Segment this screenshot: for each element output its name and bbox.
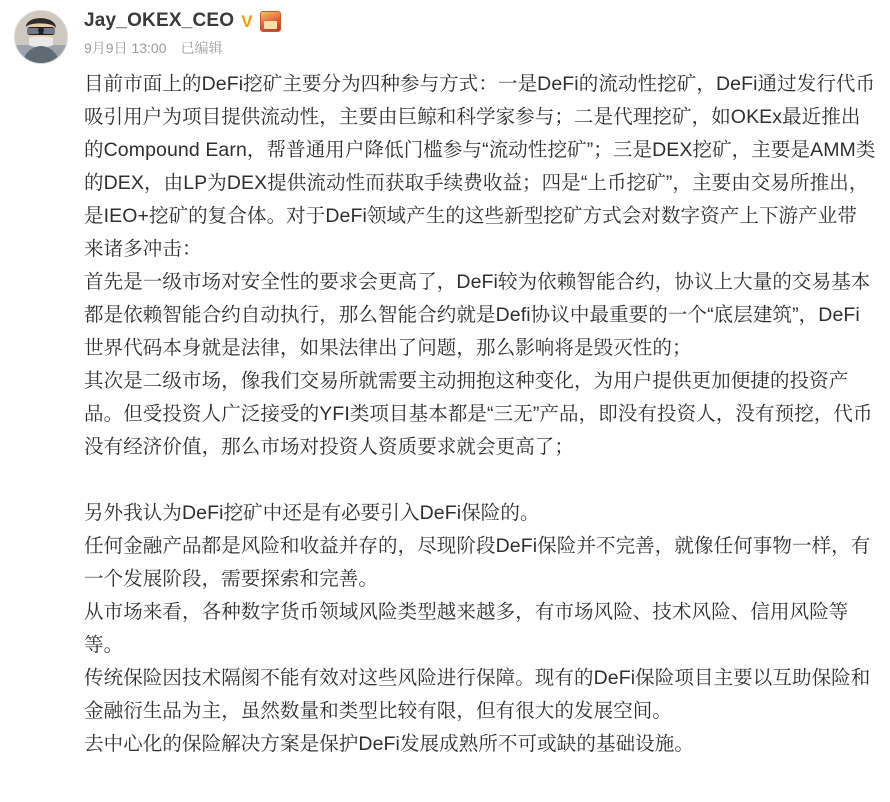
avatar-container[interactable] <box>14 8 70 64</box>
post-paragraph: 从市场来看，各种数字货币领域风险类型越来越多，有市场风险、技术风险、信用风险等等。 <box>84 601 849 656</box>
medal-badge-icon[interactable] <box>260 11 281 32</box>
post-content <box>84 68 876 761</box>
post-paragraph: 传统保险因技术隔阂不能有效对这些风险进行保障。现有的DeFi保险项目主要以互助保险和金融衍生品为主，虽然数量和类型比较有限，但有很大的发展空间。 <box>84 667 871 722</box>
author-name[interactable]: Jay_OKEX_CEO <box>84 10 235 31</box>
author-row <box>84 8 876 34</box>
post-meta <box>84 37 876 59</box>
edited-label: 已编辑 <box>180 40 223 56</box>
post-paragraph: 任何金融产品都是风险和收益并存的，尽现阶段DeFi保险并不完善，就像任何事物一样，有一个发展阶段，需要探索和完善。 <box>84 535 871 590</box>
post-paragraph: 去中心化的保险解决方案是保护DeFi发展成熟所不可或缺的基础设施。 <box>84 733 694 755</box>
post-paragraph: 目前市面上的DeFi挖矿主要分为四种参与方式：一是DeFi的流动性挖矿，DeFi通过发行代币吸引用户为项目提供流动性，主要由巨鲸和科学家参与；二是代理挖矿，如OKEx最近推出的Compound Earn，帮普通用户降低门槛参与“流动性挖矿”；三是DEX挖矿，主要是AMM类的DEX，由LP为DEX提供流动性而获取手续费收益；四是“上币挖矿”，主要由交易所推出，是IEO+挖矿的复合体。对于DeFi领域产生的这些新型挖矿方式会对数字资产上下游产业带来诸多冲击： <box>84 73 876 260</box>
post-paragraph: 其次是二级市场，像我们交易所就需要主动拥抱这种变化，为用户提供更加便捷的投资产品。但受投资人广泛接受的YFI类项目基本都是“三无”产品，即没有投资人，没有预挖，代币没有经济价值，那么市场对投资人资质要求就会更高了； <box>84 370 873 458</box>
post-paragraph: 首先是一级市场对安全性的要求会更高了，DeFi较为依赖智能合约，协议上大量的交易基本都是依赖智能合约自动执行，那么智能合约就是Defi协议中最重要的一个“底层建筑”，DeFi世界代码本身就是法律，如果法律出了问题，那么影响将是毁灭性的； <box>84 271 871 359</box>
post-paragraph-spacer <box>84 464 876 497</box>
post-paragraph: 另外我认为DeFi挖矿中还是有必要引入DeFi保险的。 <box>84 502 540 524</box>
post-timestamp: 9月9日 13:00 <box>84 40 167 56</box>
avatar[interactable] <box>14 10 68 64</box>
user-avatar-photo <box>15 11 67 63</box>
verified-badge-icon[interactable]: V <box>241 11 253 31</box>
post-body <box>70 8 876 761</box>
